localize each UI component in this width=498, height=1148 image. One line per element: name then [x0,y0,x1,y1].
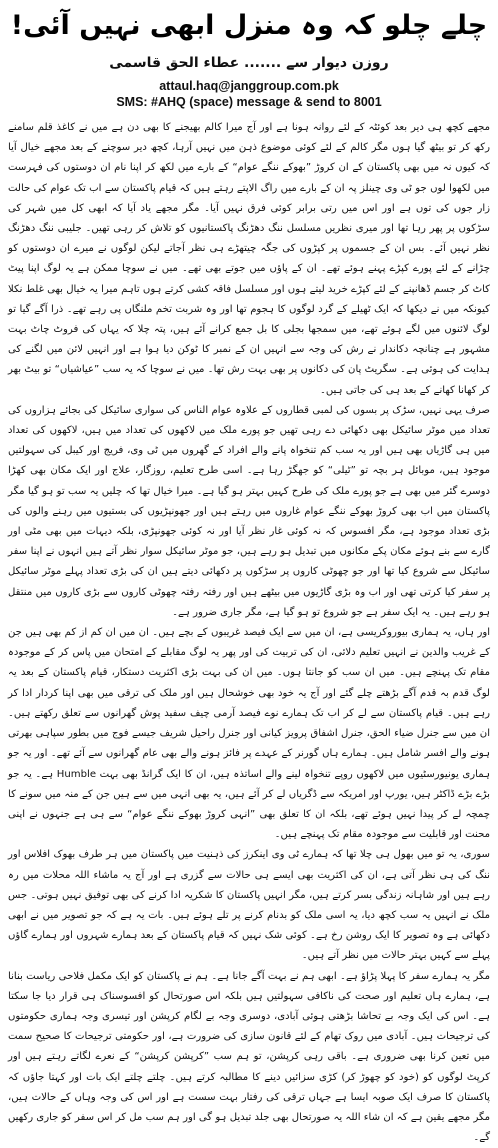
byline: روزن دیوار سے ....... عطاء الحق قاسمی [109,55,389,71]
paragraph: مجھے کچھ ہی دیر بعد کوئٹہ کے لئے روانہ ہونا ہے اور آج میرا کالم بھیجنے کا بھی دن ہے میں نے کاغذ قلم سامنے رکھ کر تو بیٹھ گیا ہوں مگر کالم کے لئے کوئی موضوع ذہن میں نہیں آرہا، کچھ دیر سوچنے کے بعد مجھے خیال آیا کہ کیوں نہ میں بھی پاکستان کے ان کروڑ ”بھوکے ننگے عوام“ کے بارے میں لکھ کر اپنا نام ان دوستوں کی فہرست میں لکھوا لوں جو ٹی وی چینلز پہ ان کے بارے میں راگ الاپتے رہتے ہیں کہ قیام پاکستان سے اب تک عوام کی حالت زار جوں کی توں ہے اور اس میں رتی برابر کوئی فرق نہیں آیا۔ مگر مجھے یاد آیا کہ ابھی کل میں شہر کی سڑکوں پر پھر رہا تھا اور میری نظریں مسلسل ننگ دھڑنگ پاکستانیوں کو تلاش کر رہی تھیں۔ جلیبی ننگ دھڑنگ نظر نہیں آئے۔ بس ان کے جسموں پر کپڑوں کی جگہ چیتھڑے ہی نظر آجاتے لیکن لوگوں نے میرے ان دوستوں کو چڑانے کے لئے پورے کپڑے پہنے ہوئے تھے۔ ان کے پاؤں میں جوتے بھی تھے۔ میں نے سوچا ممکن ہے یہ لوگ اپنا پیٹ کاٹ کر جسم ڈھانپنے کے لئے کپڑے خرید لیتے ہوں اور مسلسل فاقہ کشی کرتے ہوں تاہم میرا یہ خیال بھی غلط نکلا کیونکہ میں نے دیکھا کہ ایک ٹھیلے کے گرد لوگوں کا ہجوم تھا اور وہ شربت تخم ملنگاں پی رہے تھے۔ ذرا آگے گیا تو لوگ لائنوں میں لگے ہوئے تھے، میں سمجھا بجلی کا بل جمع کرانے آئے ہیں، پتہ چلا کہ یہاں کی فروٹ چاٹ بہت مشہور ہے چنانچہ دکاندار نے رش کی وجہ سے انہیں ان کے نمبر کا ٹوکن دیا ہوا ہے اور انہیں لائن میں لگنے کی ہدایت کی ہوئی ہے۔ سگریٹ پان کی دکانوں پر بھی بہت رش تھا۔ میں نے سوچا کہ یہ سب ”عیاشیاں“ تو بیٹ بھر کر کھانا کھانے کے بعد ہی کی جاتی ہیں۔ [8,122,490,396]
article-body [8,118,490,1144]
headline: چلے چلو کہ وہ منزل ابھی نہیں آئی! [10,10,488,41]
author-email: attaul.haq@janggroup.com.pk [159,79,339,93]
paragraph: اور ہاں، یہ ہماری بیوروکریسی ہے، ان میں سے ایک فیصد غریبوں کے بچے ہیں۔ ان میں ان کم از کم بھی ہیں جن کے غریب والدین نے انہیں تعلیم دلائی، ان کی تربیت کی اور پھر یہ لوگ مقابلے کے امتحان میں پاس کر کے موجودہ مقام تک پہنچے ہیں۔ میں ان سب کو جانتا ہوں۔ میں ان کی بہت بڑی اکثریت دستکار، قیام پاکستان کے بعد یہ لوگ قدم بہ قدم آگے بڑھتے چلے گئے اور آج یہ خود بھی خوشحال ہیں اور ملک کی ترقی میں بھی اپنا کردار ادا کر رہے ہیں۔ قیام پاکستان سے لے کر اب تک ہمارے نوے فیصد آرمی چیف سفید پوش گھرانوں سے تعلق رکھتے ہیں۔ ان میں سے جنرل ضیاء الحق، جنرل اشفاق پرویز کیانی اور جنرل راحیل شریف جیسے فوج میں بطور سپاہی بھرتی ہونے والے افسر شامل ہیں۔ ہمارے ہاں گورنر کے عہدے پر فائز ہونے والے بھی عام گھرانوں سے آئے تھے۔ اور یہ جو ہماری یونیورسٹیوں میں لاکھوں روپے تنخواہ لینے والے اساتذہ ہیں، ان کا ایک گرانڈ بھی بہت Humble ہے۔ یہ جو بڑے بڑے ڈاکٹر ہیں، یورپ اور امریکہ سے ڈگریاں لے کر آئے ہیں، یہ بھی انہی میں سے ہیں جن کے منہ میں سونے کا چمچہ لے کر پیدا نہیں ہوئے تھے، بلکہ ان کا تعلق بھی ”انہی کروڑ بھوکے ننگے عوام“ سے ہی ہے جنہوں نے اپنی محنت اور قابلیت سے موجودہ مقام تک پہنچے ہیں۔ [8,627,490,841]
paragraph: سوری، یہ تو میں بھول ہی چلا تھا کہ ہمارے ٹی وی اینکرز کی ذہنیت میں پاکستان میں ہر طرف بھوک افلاس اور ننگ کی ہی نظر آتی ہے، ان کی اکثریت بھی ایسے ہی حالات سے گزری ہے اور آج یہ ماشاء اللہ محلات میں رہ رہے ہیں اور شاہانہ زندگی بسر کرتے ہیں، مگر انہیں پاکستان کا شکریہ ادا کرنے کی بھی توفیق نہیں ہوتی۔ جس ملک نے انہیں یہ سب کچھ دیا، یہ اسی ملک کو بدنام کرنے پر تلے ہوئے ہیں۔ بات یہ ہے کہ جو تصویر میں نے ابھی دکھائی ہے وہ تصویر کا ایک روشن رخ ہے۔ کوئی شک نہیں کہ قیام پاکستان کے بعد ہمارے شہروں اور ہمارے گاؤں پہلے سے کہیں بہتر حالات میں نظر آتے ہیں۔ [8,849,490,962]
paragraph: صرف یہی نہیں، سڑک پر بسوں کی لمبی قطاروں کے علاوہ عوام الناس کی سواری سائیکل کی بجائے ہزاروں کی تعداد میں موٹر سائیکل بھی دکھائی دے رہی تھیں جو پورے ملک میں لاکھوں کی تعداد میں ہیں، لاکھوں کی تعداد میں ہی گاڑیاں بھی ہیں اور یہ سب کم تنخواہ پانے والے افراد کے گھروں میں ٹی وی، فریج اور کیبل کی سہولتیں موجود ہیں، موبائل ہر بچہ تو ”ٹیلی“ کو جھگڑ رہا ہے۔ اسی طرح تعلیم، روزگار، علاج اور ایک مکان بھی کھڑا دوسرے گئر میں بھی ہے جو پورے ملک کی طرح کہیں بہتر ہو گیا ہے۔ میرا خیال تھا کہ چلیں یہ سب تو ہو گیا مگر پاکستان میں اب بھی کروڑ بھوکے ننگے عوام غاروں میں رہتے ہیں اور جھونپڑیوں کی بستیوں میں رہنے والوں کی بڑی تعداد موجود ہے، مگر افسوس کہ نہ کوئی غار نظر آیا اور نہ کوئی جھونپڑی، بلکہ دیہات میں بھی مٹی اور گارے سے بنے ہوئے مکان پکے مکانوں میں تبدیل ہو رہے ہیں، جو موٹر سائیکل سوار نظر آتے ہیں انہوں نے اپنا سفر سائیکل سے شروع کیا تھا اور جو چھوٹی کاروں پر سڑکوں پر دکھائی دیتے ہیں ان کی بڑی تعداد پہلے موٹر سائیکل پر سفر کیا کرتی تھی اور اب وہ بڑی گاڑیوں میں بیٹھے ہیں اور رفتہ رفتہ چھوٹی کاروں سے بڑی کاروں میں منتقل ہو رہے ہیں۔ یہ ایک سفر ہے جو شروع تو ہو گیا ہے، مگر جاری ضرور ہے۔ [8,404,490,618]
paragraph: مگر یہ ہمارے سفر کا پہلا پڑاؤ ہے۔ ابھی ہم نے بہت آگے جانا ہے۔ ہم نے پاکستان کو ایک مکمل فلاحی ریاست بنانا ہے، ہمارے ہاں تعلیم اور صحت کی ناکافی سہولتیں ہیں بلکہ اس صورتحال کو افسوسناک ہی قرار دیا جا سکتا ہے۔ اس کی ایک وجہ بے تحاشا بڑھتی ہوئی آبادی، دوسری وجہ بے لگام کرپشن اور تیسری وجہ ہماری حکومتوں کی ترجیحات ہیں۔ آبادی میں روک تھام کے لئے قانون سازی کی ضرورت ہے، اور حکومتی ترجیحات کا صحیح سمت میں تعین کرنا بھی ضروری ہے۔ باقی رہی کرپشن، تو ہم سب ”کرپشن کرپشن“ کے نعرے لگاتے رہتے ہیں اور کرپٹ لوگوں کو (خود کو چھوڑ کر) کڑی سزائیں دینے کا مطالبہ کرتے ہیں۔ چلتے چلتے ایک بات اور کہتا جاؤں کہ پاکستان کا صرف ایک صوبہ ایسا ہے جہاں ترقی کی رفتار بہت سست ہے اور اس کی وجہ وہاں کے حالات ہیں، مگر مجھے یقین ہے کہ ان شاء اللہ یہ صورتحال بھی جلد تبدیل ہو گی اور ہم سب مل کر اس سفر کو جاری رکھیں گے۔ [8,970,490,1144]
sms-line: SMS: #AHQ (space) message & send to 8001 [116,95,382,109]
